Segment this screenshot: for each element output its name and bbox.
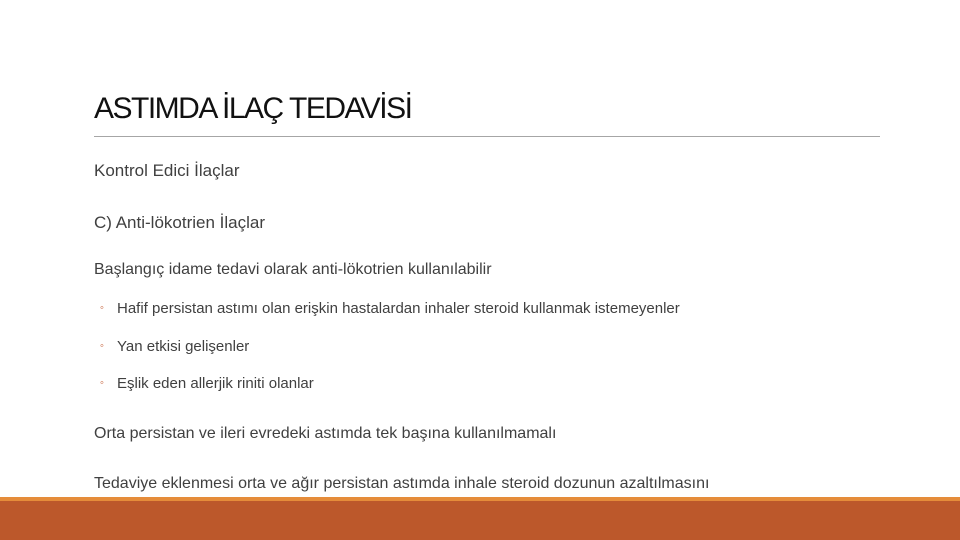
title-divider xyxy=(94,136,880,137)
list-item xyxy=(100,300,680,317)
list-item xyxy=(100,375,314,392)
note-text: Tedaviye eklenmesi orta ve ağır persistan astımda inhale steroid dozunun azaltılmasını xyxy=(94,475,710,492)
list-item xyxy=(100,338,249,355)
heading-controller-drugs: Kontrol Edici İlaçlar xyxy=(94,161,240,180)
list-item-text: Yan etkisi gelişenler xyxy=(117,338,250,355)
list-item-text: Hafif persistan astımı olan erişkin hastalardan inhaler steroid kullanmak istemeyenler xyxy=(117,300,680,317)
bullet-icon: ◦ xyxy=(100,377,104,389)
list-item-text: Eşlik eden allerjik riniti olanlar xyxy=(117,375,314,392)
bullet-icon: ◦ xyxy=(100,302,104,314)
slide-title: ASTIMDA İLAÇ TEDAVİSİ xyxy=(94,92,412,125)
intro-text: Başlangıç idame tedavi olarak anti-lökotrien kullanılabilir xyxy=(94,261,492,278)
heading-antileukotriene: C) Anti-lökotrien İlaçlar xyxy=(94,213,266,232)
note-text: Orta persistan ve ileri evredeki astımda tek başına kullanılmamalı xyxy=(94,425,557,442)
bullet-icon: ◦ xyxy=(100,340,104,352)
footer-bar xyxy=(0,501,960,540)
